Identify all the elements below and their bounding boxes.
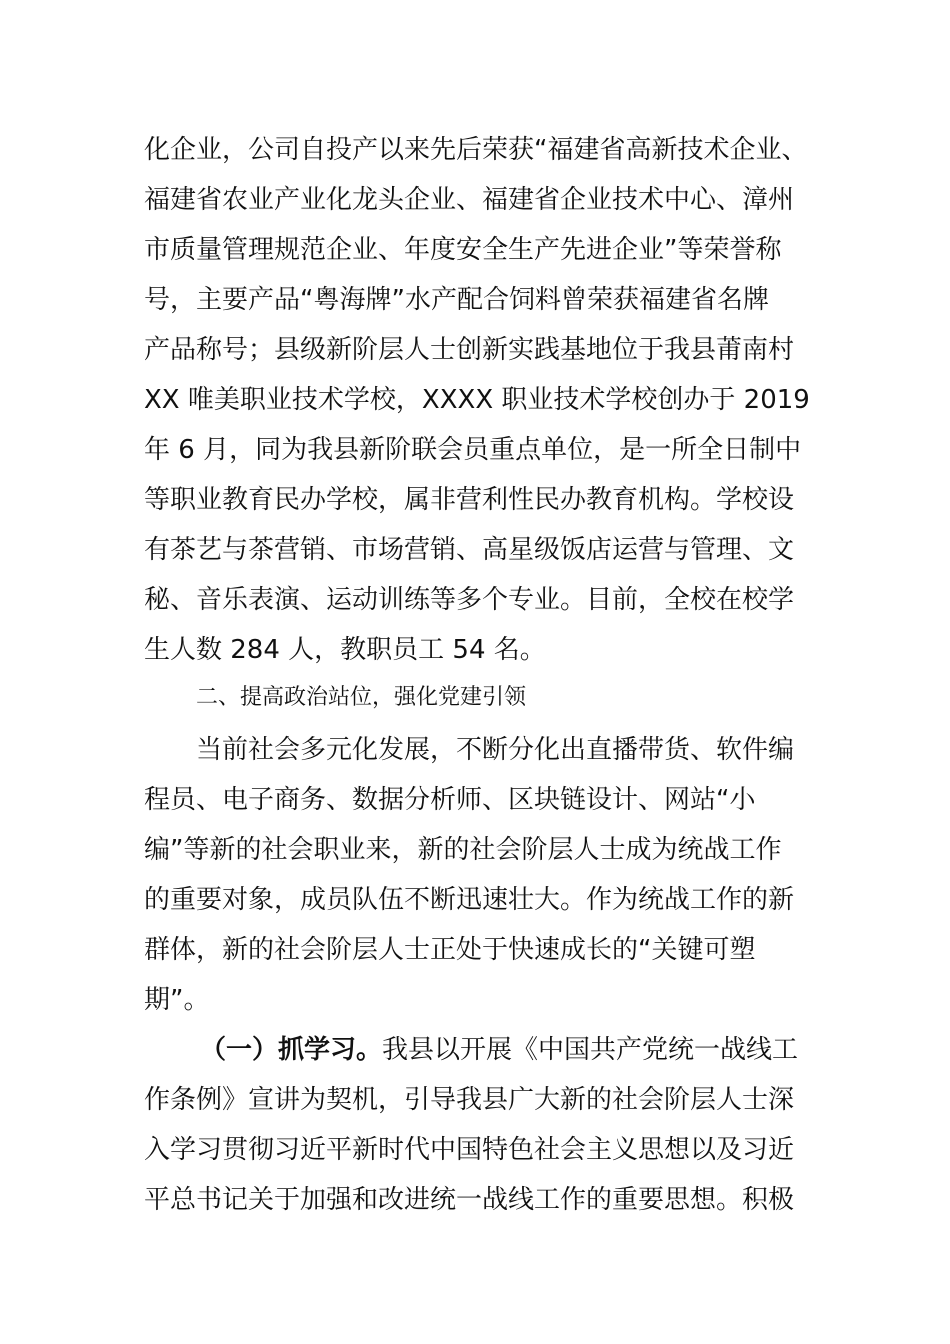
paragraph-3-line-1 [200, 1033, 798, 1067]
paragraph-3-line-1-text: 我县以开展《中国共产党统一战线工 [382, 1035, 799, 1065]
paragraph-1-line-7: 年 6 月，同为我县新阶联会员重点单位，是一所全日制中 [144, 435, 802, 465]
paragraph-3-line-4: 平总书记关于加强和改进统一战线工作的重要思想。积极 [144, 1185, 795, 1215]
paragraph-1-line-2: 福建省农业产业化龙头企业、福建省企业技术中心、漳州 [144, 185, 795, 215]
paragraph-1-line-8: 等职业教育民办学校，属非营利性民办教育机构。学校设 [144, 485, 795, 515]
paragraph-1-line-9: 有茶艺与茶营销、市场营销、高星级饭店运营与管理、文 [144, 535, 795, 565]
paragraph-1-line-10: 秘、音乐表演、运动训练等多个专业。目前，全校在校学 [144, 585, 795, 615]
paragraph-2-line-2: 程员、电子商务、数据分析师、区块链设计、网站“小 [144, 785, 756, 815]
paragraph-2-line-1: 当前社会多元化发展，不断分化出直播带货、软件编 [196, 735, 795, 765]
paragraph-3-line-2: 作条例》宣讲为契机，引导我县广大新的社会阶层人士深 [144, 1085, 795, 1115]
paragraph-2-line-3: 编”等新的社会职业来，新的社会阶层人士成为统战工作 [144, 835, 782, 865]
paragraph-1-line-6: XX 唯美职业技术学校，XXXX 职业技术学校创办于 2019 [144, 385, 810, 415]
section-heading: 二、提高政治站位，强化党建引领 [196, 685, 527, 710]
paragraph-2-line-6: 期”。 [144, 985, 210, 1015]
subsection-heading: （一）抓学习。 [200, 1035, 383, 1065]
paragraph-3-line-3: 入学习贯彻习近平新时代中国特色社会主义思想以及习近 [144, 1135, 795, 1165]
paragraph-2-line-4: 的重要对象，成员队伍不断迅速壮大。作为统战工作的新 [144, 885, 795, 915]
paragraph-1-line-3: 市质量管理规范企业、年度安全生产先进企业”等荣誉称 [144, 235, 782, 265]
paragraph-1-line-11: 生人数 284 人，教职员工 54 名。 [144, 635, 546, 665]
paragraph-1-line-1: 化企业，公司自投产以来先后荣获“福建省高新技术企业、 [144, 135, 808, 165]
paragraph-2-line-5: 群体，新的社会阶层人士正处于快速成长的“关键可塑 [144, 935, 756, 965]
paragraph-1-line-4: 号，主要产品“粤海牌”水产配合饲料曾荣获福建省名牌 [144, 285, 769, 315]
paragraph-1-line-5: 产品称号；县级新阶层人士创新实践基地位于我县莆南村 [144, 335, 795, 365]
